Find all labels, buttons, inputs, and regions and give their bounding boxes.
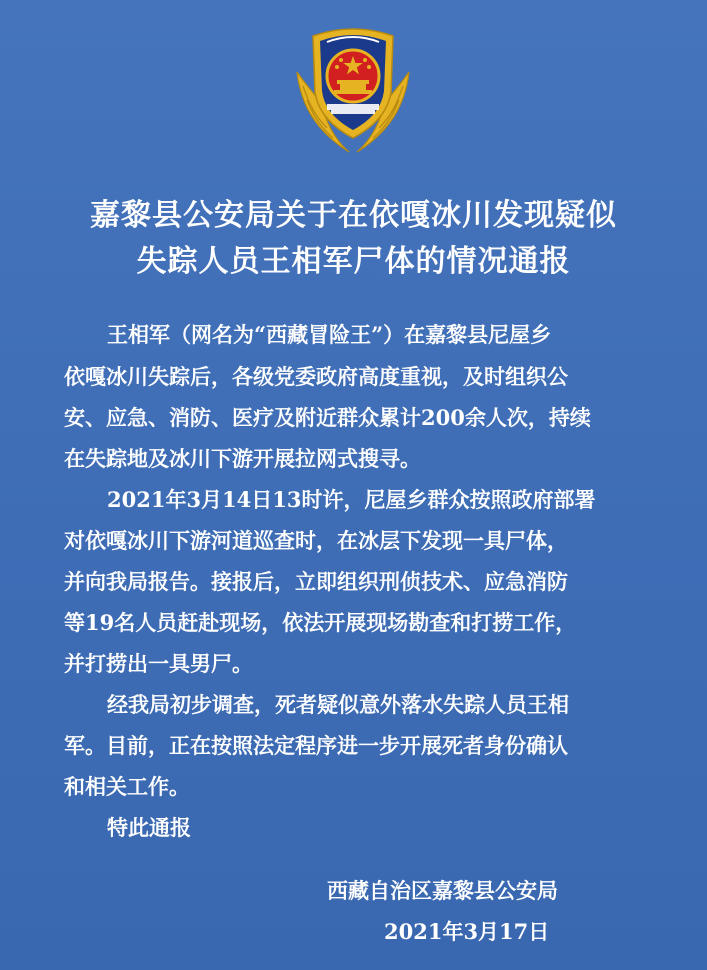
- paragraph-3-line-2: 军。目前，正在按照法定程序进一步开展死者身份确认: [64, 733, 568, 758]
- paragraph-1-line-3: 安、应急、消防、医疗及附近群众累计200余人次，持续: [64, 405, 591, 430]
- paragraph-3-line-1: 经我局初步调查，死者疑似意外落水失踪人员王相: [107, 692, 569, 717]
- paragraph-2-line-2: 对依嘎冰川下游河道巡查时，在冰层下发现一具尸体，: [64, 528, 568, 553]
- police-emblem-icon: [287, 20, 419, 160]
- paragraph-2-line-3: 并向我局报告。接报后，立即组织刑侦技术、应急消防: [64, 569, 568, 594]
- paragraph-2-line-4: 等19名人员赶赴现场，依法开展现场勘查和打捞工作，: [64, 610, 577, 635]
- paragraph-1-line-1: 王相军（网名为“西藏冒险王”）在嘉黎县尼屋乡: [107, 322, 552, 347]
- closing-text: 特此通报: [107, 815, 191, 840]
- paragraph-2-line-1: 2021年3月14日13时许，尼屋乡群众按照政府部署: [107, 487, 596, 512]
- paragraph-3-line-3: 和相关工作。: [64, 774, 190, 799]
- paragraph-1-line-2: 依嘎冰川失踪后，各级党委政府高度重视，及时组织公: [64, 364, 568, 389]
- paragraph-2-line-5: 并打捞出一具男尸。: [64, 651, 253, 676]
- issuer-name: 西藏自治区嘉黎县公安局: [327, 878, 558, 903]
- paragraph-1-line-4: 在失踪地及冰川下游开展拉网式搜寻。: [64, 446, 421, 471]
- notice-title-line-1: 嘉黎县公安局关于在依嘎冰川发现疑似: [90, 198, 617, 233]
- issue-date: 2021年3月17日: [384, 919, 550, 944]
- notice-title-line-2: 失踪人员王相军尸体的情况通报: [136, 244, 571, 279]
